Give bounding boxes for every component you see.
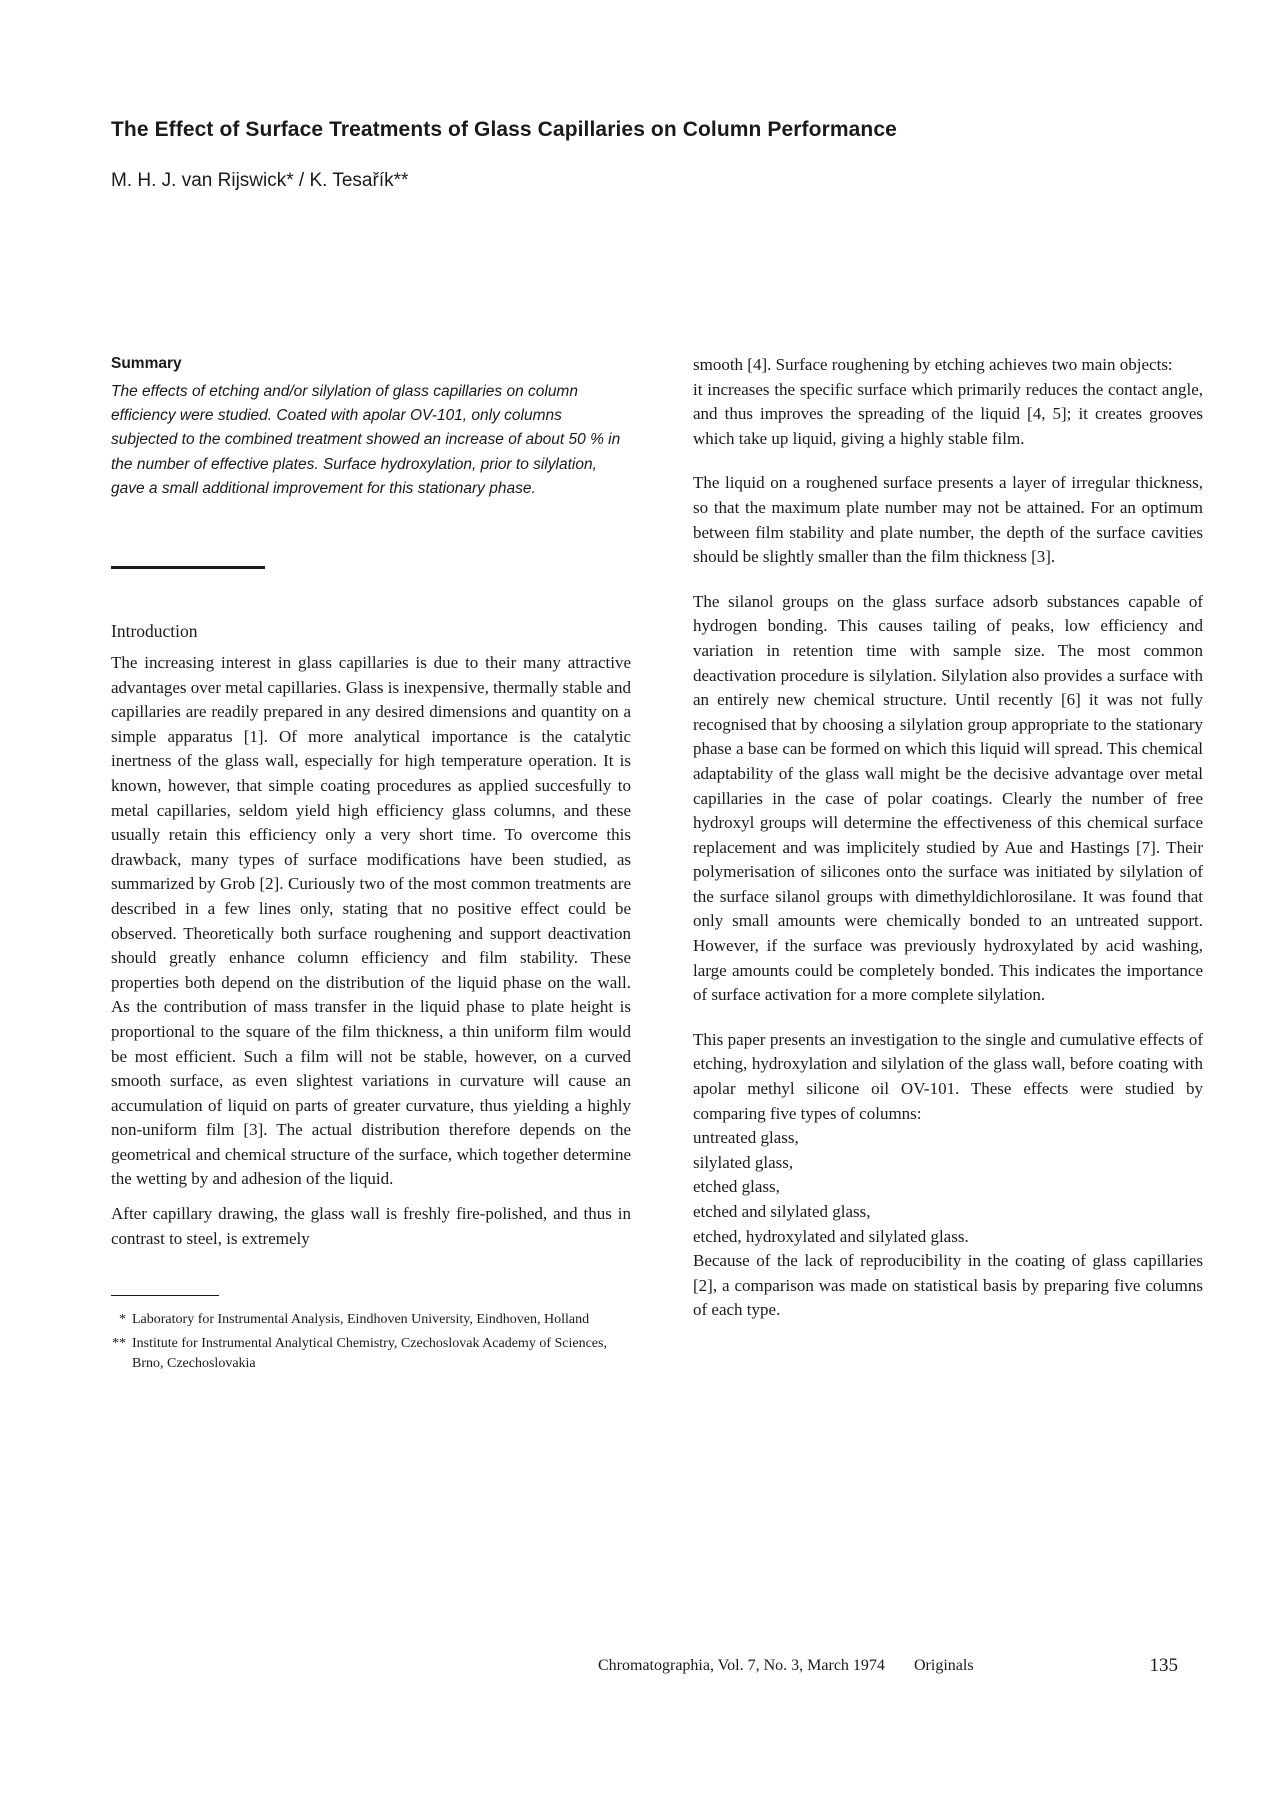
footnote-text: Institute for Instrumental Analytical Chemistry, Czechoslovak Academy of Sciences, Brno, Czechoslovakia [132,1336,607,1372]
article-authors: M. H. J. van Rijswick* / K. Tesařík** [111,170,409,191]
body-paragraph: This paper presents an investigation to the single and cumulative effects of etching, hydroxylation and silylation of the glass wall, before coating with apolar methyl silicone oil OV-101. These effects were studied by comparing five types of columns: [693,1029,1203,1123]
list-item: etched, hydroxylated and silylated glass. [693,1226,969,1246]
body-paragraph: smooth [4]. Surface roughening by etching achieves two main objects: [693,355,1173,374]
summary-heading: Summary [111,355,182,372]
footnotes [111,1310,631,1374]
body-paragraph: Because of the lack of reproducibility in the coating of glass capillaries [2], a comparison was made on statistical basis by preparing five columns of each type. [693,1251,1203,1320]
section-divider [111,566,265,569]
list-item: etched and silylated glass, [693,1202,871,1221]
introduction-heading: Introduction [111,621,198,642]
page-number: 135 [1149,1655,1178,1676]
introduction-paragraph: The increasing interest in glass capillaries is due to their many attractive advantages over metal capillaries. Glass is inexpensive, thermally stable and capillaries are readily prepared in any desired dimensions and quantity on a simple apparatus [1]. Of more analytical importance is the catalytic inertness of the glass wall, especially for high temperature operation. It is known, however, that simple coating procedures as applied succesfully to metal capillaries, seldom yield high efficiency glass columns, and these usually retain this efficiency only a very short time. To overcome this drawback, many types of surface modifications have been studied, as summarized by Grob [2]. Curiously two of the most common treatments are described in a few lines only, stating that no positive effect could be observed. Theoretically both surface roughening and support deactivation should greatly enhance column efficiency and film stability. These properties both depend on the distribution of the liquid phase on the wall. As the contribution of mass transfer in the liquid phase to plate height is proportional to the square of the film thickness, a thin uniform film would be most efficient. Such a film will not be stable, however, on a curved smooth surface, as even slightest variations in curvature will cause an accumulation of liquid on parts of greater curvature, thus yielding a highly non-uniform film [3]. The actual distribution therefore depends on the geometrical and chemical structure of the surface, which together determine the wetting by and adhesion of the liquid. [111,653,631,1189]
body-paragraph: The silanol groups on the glass surface adsorb substances capable of hydrogen bonding. This causes tailing of peaks, low efficiency and variation in retention time with sample size. The most common deactivation procedure is silylation. Silylation also provides a surface with an entirely new chemical structure. Until recently [6] it was not fully recognised that by choosing a silylation group appropriate to the stationary phase a base can be formed on which this liquid will spread. This chemical adaptability of the glass wall might be the decisive advantage over metal capillaries in the case of polar coatings. Clearly the number of free hydroxyl groups will determine the effectiveness of this chemical surface replacement and was implicitely studied by Aue and Hastings [7]. Their polymerisation of silicones onto the surface was initiated by silylation of the surface silanol groups with dimethyldichlorosilane. It was found that only small amounts were chemically bonded to an untreated support. However, if the surface was previously hydroxylated by acid washing, large amounts could be completely bonded. This indicates the importance of surface activation for a more complete silylation. [693,591,1203,1005]
footnote [111,1334,631,1374]
list-item: silylated glass, [693,1152,794,1172]
right-column [693,353,1203,1323]
footnote-mark: ** [112,1336,126,1352]
section-label: Originals [914,1657,974,1674]
page-footer [598,1655,1178,1681]
column-types-list [693,1126,1203,1249]
introduction-paragraph: After capillary drawing, the glass wall is freshly fire-polished, and thus in contrast to steel, is extremely [111,1204,631,1248]
summary-text: The effects of etching and/or silylation of glass capillaries on column efficiency were studied. Coated with apolar OV-101, only columns subjected to the combined treatment showed an increase of about 50 % in the number of effective plates. Surface hydroxylation, prior to silylation, gave a small additional improvement for this stationary phase. [111,383,621,497]
body-paragraph: The liquid on a roughened surface presents a layer of irregular thickness, so that the maximum plate number may not be attained. For an optimum between film stability and plate number, the depth of the surface cavities should be slightly smaller than the film thickness [3]. [693,473,1203,567]
left-column [111,355,631,1378]
list-item: etched glass, [693,1177,780,1197]
journal-citation: Chromatographia, Vol. 7, No. 3, March 1974 [598,1657,885,1674]
footnote-rule [111,1295,219,1296]
footnote [111,1310,631,1330]
summary-section [111,355,631,501]
footnote-text: Laboratory for Instrumental Analysis, Eindhoven University, Eindhoven, Holland [132,1312,590,1328]
introduction-section [111,621,631,1251]
body-paragraph: it increases the specific surface which primarily reduces the contact angle, and thus improves the spreading of the liquid [4, 5]; it creates grooves which take up liquid, giving a highly stable film. [693,379,1203,448]
footnote-mark: * [119,1312,126,1328]
article-title: The Effect of Surface Treatments of Glass Capillaries on Column Performance [111,118,897,141]
list-item: untreated glass, [693,1128,799,1148]
